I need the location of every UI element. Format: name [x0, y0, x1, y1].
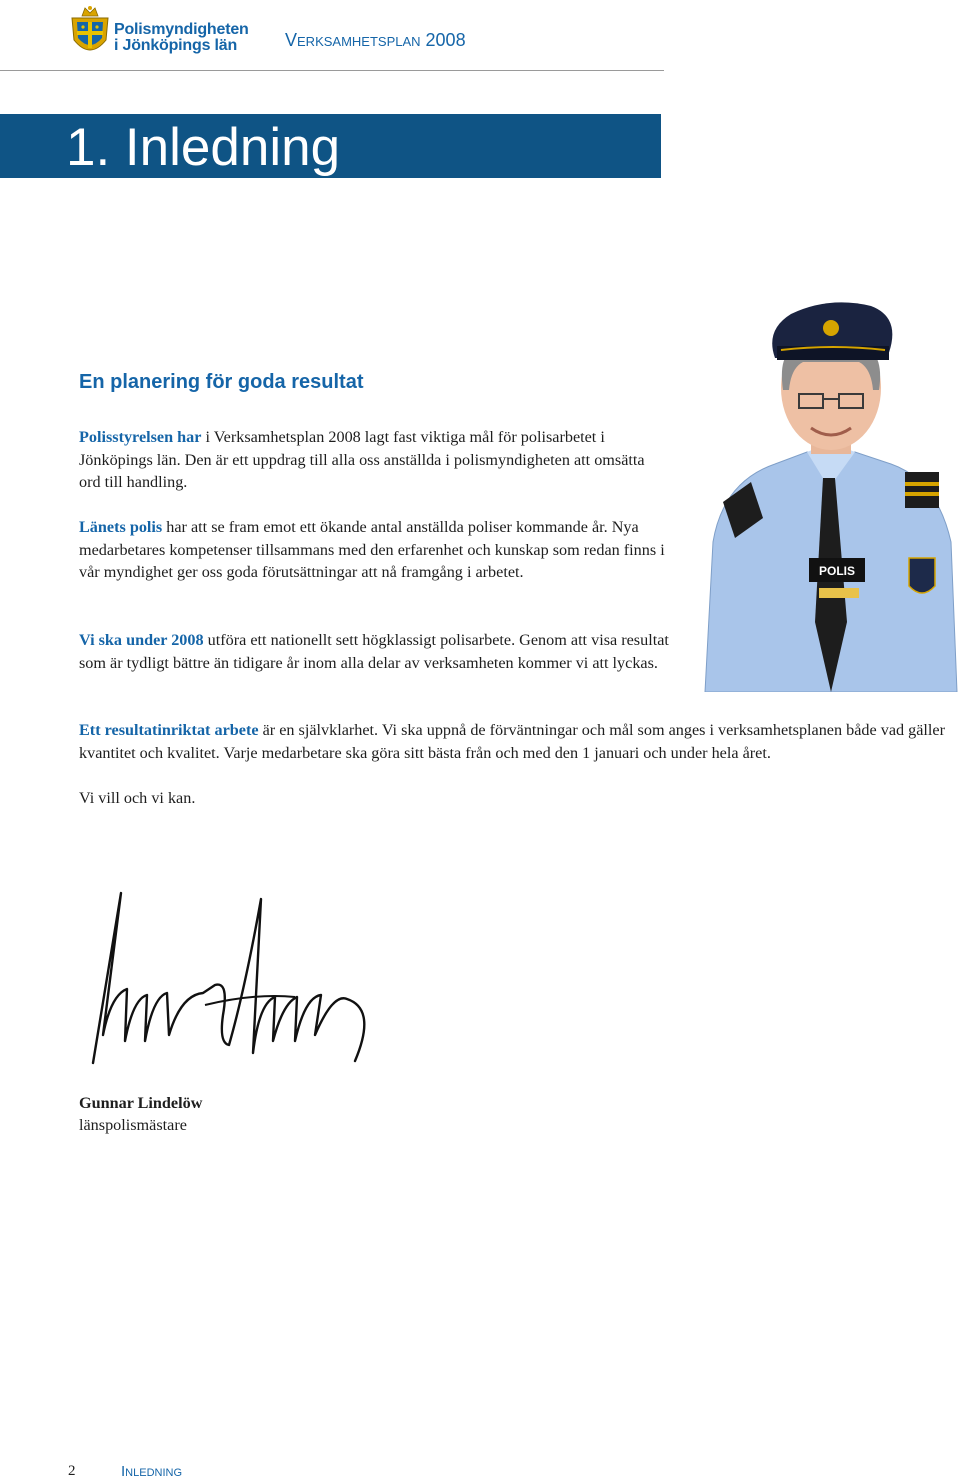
paragraph-4 — [79, 719, 951, 764]
paragraph-4-lead: Ett resultatinriktat arbete — [79, 721, 259, 739]
organization-name-line-2: i Jönköpings län — [114, 37, 238, 54]
chapter-title-band — [0, 114, 661, 178]
paragraph-4-text: är en självklarhet. Vi ska uppnå de förväntningar och mål som anges i verksamhetsplanen både vad gäller kvantitet och kvalitet. Varje medarbetare ska göra sitt bästa från och med den 1 januari och under hela året. — [79, 721, 946, 762]
signer-title: länspolismästare — [79, 1116, 187, 1134]
signer-name: Gunnar Lindelöw — [79, 1094, 203, 1112]
paragraph-3 — [79, 629, 669, 674]
police-chief-photo — [695, 292, 960, 692]
chapter-title: 1. Inledning — [66, 118, 341, 177]
paragraph-2-text: har att se fram emot ett ökande antal anställda poliser kommande år. Nya medarbetares kompetenser tillsammans med den erfarenhet och kunskap som redan finns i vår myndighet ger oss goda förutsättningar att nå framgång i arbetet. — [79, 518, 665, 581]
header-divider — [0, 70, 664, 71]
paragraph-1-lead: Polisstyrelsen har — [79, 428, 202, 446]
section-heading: En planering för goda resultat — [79, 371, 364, 393]
paragraph-1-text: i Verksamhetsplan 2008 lagt fast viktiga mål för polisarbetet i Jönköpings län. Den är ett uppdrag till alla oss anställda i polismyndigheten att omsätta ord till handling. — [79, 428, 645, 491]
paragraph-3-lead: Vi ska under 2008 — [79, 631, 204, 649]
polis-badge-text: POLIS — [818, 564, 856, 578]
organization-name-line-1: Polismyndigheten — [114, 21, 249, 38]
police-crest-icon — [68, 4, 112, 60]
page-header — [0, 0, 664, 72]
paragraph-5-text: Vi vill och vi kan. — [79, 789, 196, 807]
signature — [85, 885, 380, 1070]
footer-section-name: Inledning — [121, 1463, 183, 1480]
paragraph-2 — [79, 516, 669, 584]
page-number: 2 — [68, 1463, 76, 1479]
paragraph-1 — [79, 426, 669, 494]
paragraph-2-lead: Länets polis — [79, 518, 163, 536]
document-title: Verksamhetsplan 2008 — [285, 30, 466, 50]
organization-name — [114, 22, 249, 54]
paragraph-3-text: utföra ett nationellt sett högklassigt polisarbete. Genom att visa resultat som är tydligt bättre än tidigare år inom alla delar av verksamheten kommer vi att lyckas. — [79, 631, 669, 672]
paragraph-5 — [79, 787, 669, 810]
